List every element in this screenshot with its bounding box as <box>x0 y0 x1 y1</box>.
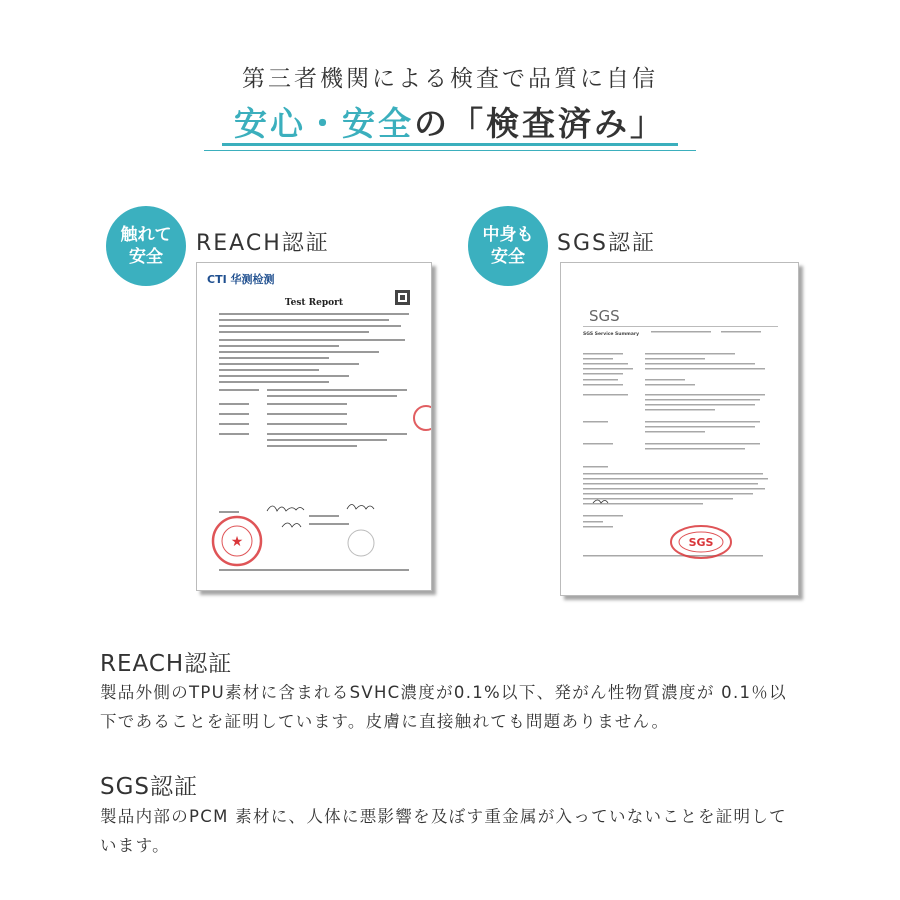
reach-badge-line2: 安全 <box>129 247 163 267</box>
sgs-card-title: SGS認証 <box>557 231 656 256</box>
sgs-badge-line2: 安全 <box>491 247 525 267</box>
sgs-badge-line1: 中身も <box>482 225 534 245</box>
headline-rest: の「検査済み」 <box>414 104 666 143</box>
reach-certificate-image <box>196 262 432 591</box>
reach-card-title: REACH認証 <box>196 231 330 256</box>
sgs-doc-logo: SGS <box>589 307 620 325</box>
sgs-certificate-image <box>560 262 799 596</box>
reach-section-text: 製品外側のTPU素材に含まれるSVHC濃度が0.1%以下、発がん性物質濃度が 0.1％以下であることを証明しています。皮膚に直接触れても問題ありません。 <box>100 683 787 731</box>
reach-badge <box>106 206 186 286</box>
sgs-doc-heading: SGS Service Summary <box>583 332 640 337</box>
reach-doc-logo: CTI 华测检测 <box>207 273 275 286</box>
headline-underline-thin <box>204 150 696 151</box>
sgs-doc-stamp: SGS <box>688 536 714 549</box>
sgs-section-text: 製品内部のPCM 素材に、人体に悪影響を及ぼす重金属が入っていないことを証明しています。 <box>100 807 787 855</box>
sgs-section-title: SGS認証 <box>100 774 199 800</box>
svg-text:★: ★ <box>230 534 244 550</box>
reach-section-title: REACH認証 <box>100 651 233 677</box>
reach-badge-line1: 触れて <box>120 225 172 245</box>
headline-accent: 安心・安全 <box>234 104 414 143</box>
reach-doc-heading: Test Report <box>284 298 344 308</box>
sgs-badge <box>468 206 548 286</box>
headline-underline <box>222 143 678 146</box>
page-headline <box>0 98 900 145</box>
page-subtitle: 第三者機関による検査で品質に自信 <box>242 66 658 92</box>
